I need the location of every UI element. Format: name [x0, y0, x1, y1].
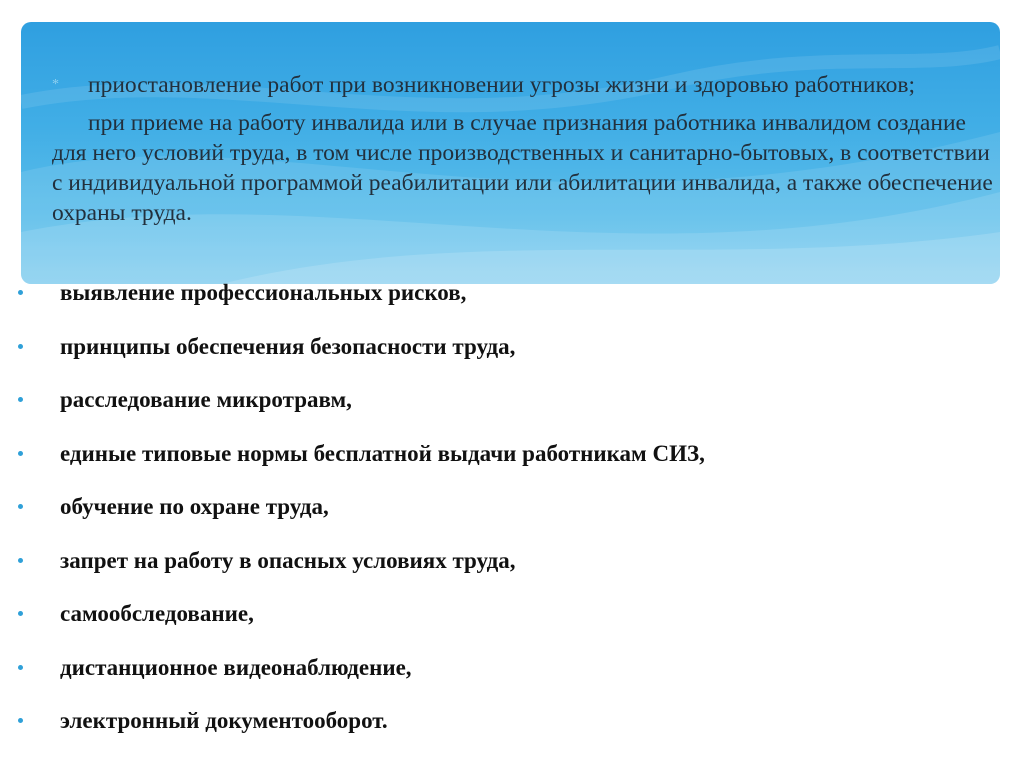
bullet-dot-icon [18, 397, 23, 402]
bullet-dot-icon [18, 611, 23, 616]
bullet-dot-icon [18, 718, 23, 723]
bullet-dot-icon [18, 504, 23, 509]
list-item [16, 275, 976, 329]
list-item-text: самообследование, [60, 601, 254, 626]
list-item [16, 596, 976, 650]
list-item-text: электронный документооборот. [60, 708, 388, 733]
bullet-dot-icon [18, 290, 23, 295]
list-item [16, 436, 976, 490]
banner-paragraph-1 [52, 70, 1000, 100]
list-item-text: принципы обеспечения безопасности труда, [60, 333, 516, 359]
list-item [16, 543, 976, 597]
banner-paragraph-2 [52, 108, 1000, 228]
list-item-text: обучение по охране труда, [60, 494, 329, 519]
list-item [16, 329, 976, 383]
bullet-dot-icon [18, 344, 23, 349]
list-item-text: единые типовые нормы бесплатной выдачи работникам СИЗ, [60, 440, 705, 466]
list-item [16, 703, 976, 757]
list-item [16, 650, 976, 704]
list-item [16, 382, 976, 436]
bullet-list [16, 275, 976, 757]
banner-paragraph-2-text: при приеме на работу инвалида или в случае признания работника инвалидом создание для него условий труда, в том числе производственных и санитарно-бытовых, в соответствии с индивидуальной программой реабилитации или абилитации инвалида, а также обеспечение охраны труда. [52, 110, 993, 226]
banner-paragraph-1-text: приостановление работ при возникновении угрозы жизни и здоровью работников; [88, 72, 916, 98]
star-bullet-icon: * [52, 77, 59, 92]
bullet-dot-icon [18, 665, 23, 670]
list-item-text: запрет на работу в опасных условиях труда, [60, 547, 516, 573]
list-item-text: выявление профессиональных рисков, [60, 280, 467, 305]
banner-text [52, 70, 1000, 228]
bullet-dot-icon [18, 558, 23, 563]
bullet-dot-icon [18, 451, 23, 456]
blue-banner [21, 22, 1000, 284]
list-item [16, 489, 976, 543]
list-item-text: дистанционное видеонаблюдение, [60, 654, 412, 680]
list-item-text: расследование микротравм, [60, 387, 352, 412]
